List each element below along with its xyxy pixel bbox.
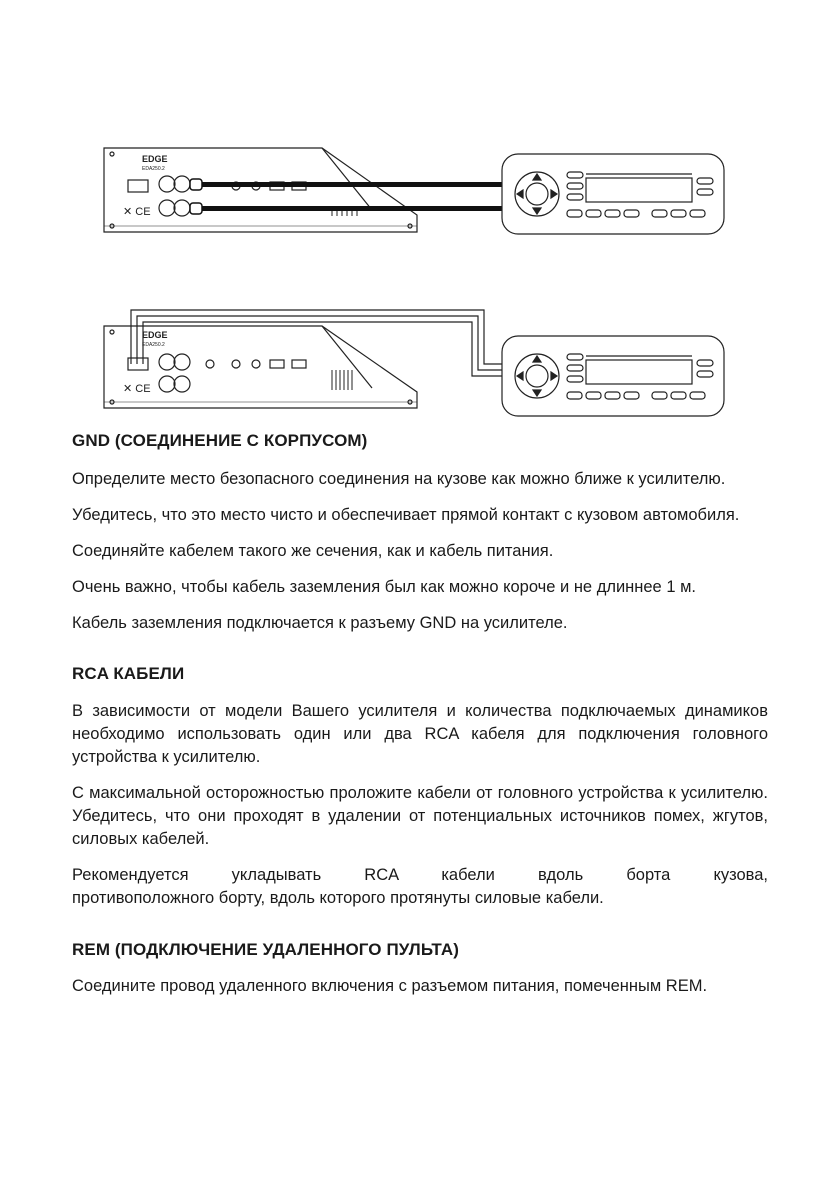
ce-mark: ✕ CE: [123, 383, 151, 395]
gnd-paragraph: Очень важно, чтобы кабель заземления был как можно короче и не длиннее 1 м.: [72, 578, 697, 596]
amp-brand-logo: EDGE: [142, 330, 168, 340]
rem-section: [72, 940, 768, 998]
head-unit: [502, 336, 724, 416]
head-unit: [502, 154, 724, 234]
rca-connection-diagram: [0, 140, 839, 250]
ce-mark: ✕ CE: [123, 206, 151, 218]
manual-text: [72, 431, 768, 998]
gnd-paragraph: Определите место безопасного соединения на кузове как можно ближе к усилителю.: [72, 470, 726, 488]
rem-connection-diagram: [0, 300, 839, 420]
rca-paragraph: С максимальной осторожностью проложите кабели от головного устройства к усилителю. Убедитесь, что они проходят в удалении от потенциальных источников помех, жгутов, силовых кабелей.: [72, 784, 768, 848]
rca-section: [72, 664, 768, 910]
gnd-heading: GND (СОЕДИНЕНИЕ С КОРПУСОМ): [72, 431, 368, 450]
rca-paragraph: противоположного борту, вдоль которого протянуты силовые кабели.: [72, 889, 604, 907]
rca-heading: RCA КАБЕЛИ: [72, 664, 185, 683]
gnd-section: [72, 431, 768, 635]
rca-paragraph: В зависимости от модели Вашего усилителя и количества подключаемых динамиков необходимо использовать один или два RCA кабеля для подключения головного устройства к усилителю.: [72, 702, 768, 766]
amp-brand-logo: EDGE: [142, 154, 168, 164]
rem-heading: REM (ПОДКЛЮЧЕНИЕ УДАЛЕННОГО ПУЛЬТА): [72, 940, 459, 959]
amp-model-label: EDA250.2: [142, 342, 165, 348]
gnd-paragraph: Кабель заземления подключается к разъему GND на усилителе.: [72, 614, 568, 632]
amp-model-label: EDA250.2: [142, 166, 165, 172]
gnd-paragraph: Соединяйте кабелем такого же сечения, как и кабель питания.: [72, 542, 554, 560]
gnd-paragraph: Убедитесь, что это место чисто и обеспечивает прямой контакт с кузовом автомобиля.: [72, 506, 740, 524]
rem-paragraph: Соедините провод удаленного включения с разъемом питания, помеченным REM.: [72, 977, 708, 995]
rca-paragraph: Рекомендуется укладывать RCA кабели вдоль борта кузова,: [72, 866, 768, 884]
